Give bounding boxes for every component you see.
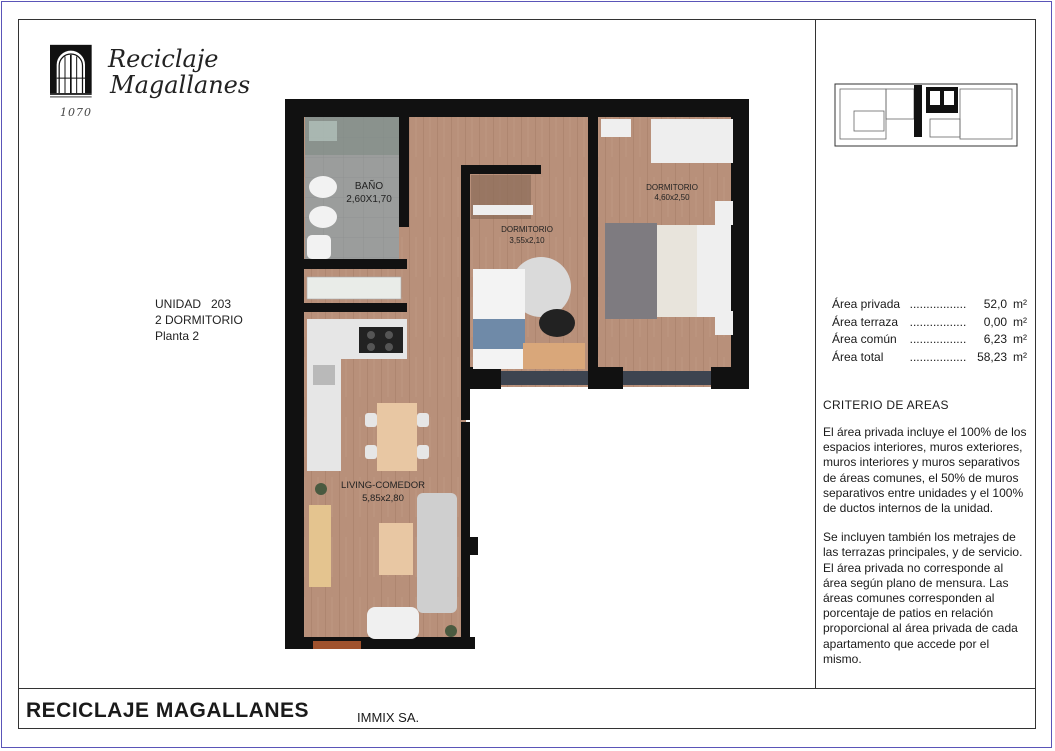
project-title: RECICLAJE MAGALLANES xyxy=(26,699,310,722)
column-divider xyxy=(815,19,816,688)
gate-emblem-icon xyxy=(50,42,100,106)
criteria-text xyxy=(823,425,1029,681)
light-well xyxy=(307,277,401,299)
window-bed1 xyxy=(501,371,588,385)
entry-door xyxy=(313,641,361,649)
sofa xyxy=(417,493,457,613)
armchair xyxy=(367,607,419,639)
cooktop-icon xyxy=(359,327,403,353)
bed2-label: DORMITORIO xyxy=(646,183,698,192)
wardrobe-bed2 xyxy=(651,119,733,163)
footer-divider xyxy=(18,688,1036,689)
area-table xyxy=(832,296,1027,366)
logo-wordmark: Reciclaje Magallanes xyxy=(108,45,251,99)
desk xyxy=(523,343,585,369)
unit-info xyxy=(155,296,243,344)
floor-plan xyxy=(283,97,753,657)
unit-number: UNIDAD 203 xyxy=(155,297,232,311)
toilet-icon xyxy=(309,176,337,198)
area-row: Área terraza ................. 0,00 m² xyxy=(832,314,1027,329)
unit-highlight xyxy=(914,85,922,137)
dining-table xyxy=(377,403,417,471)
area-row: Área privada ................. 52,0 m² xyxy=(832,297,1027,311)
plant-icon xyxy=(445,625,457,637)
criteria-paragraph: Se incluyen también los metrajes de las terrazas principales, y de servicio. El área privada no corresponde al área según plano de mensura. Las áreas comunes corresponden al porcentaje de patios en relación proporcional al área privada de cada apartamento que accede por el mismo. xyxy=(823,530,1023,666)
bed1-dimensions: 3,55x2,10 xyxy=(509,236,545,245)
criteria-paragraph: El área privada incluye el 100% de los espacios interiores, muros exteriores, muros interiores y muros separativos de áreas comunes, el 50% de muros separativos entre unidades y el 100% de ductos internos de la unidad. xyxy=(823,425,1027,516)
plant-icon xyxy=(315,483,327,495)
desk-chair xyxy=(539,309,575,337)
bed1-label: DORMITORIO xyxy=(501,225,553,234)
bedspread xyxy=(605,223,657,319)
bath-label: BAÑO xyxy=(354,181,384,192)
area-row: Área total ................. 58,23 m² xyxy=(832,349,1027,364)
window-bed2 xyxy=(623,371,711,385)
living-dimensions: 5,85x2,80 xyxy=(362,493,404,504)
unit-floor: Planta 2 xyxy=(155,329,200,343)
unit-type: 2 DORMITORIO xyxy=(155,313,243,327)
logo-year: 1070 xyxy=(60,106,92,119)
tv-console xyxy=(309,505,331,587)
area-row: Área común ................. 6,23 m² xyxy=(832,332,1027,346)
bidet-icon xyxy=(309,206,337,228)
key-plan xyxy=(834,83,1020,149)
bed2-dimensions: 4,60x2,50 xyxy=(654,193,690,202)
sink-icon xyxy=(307,235,331,259)
criteria-title: CRITERIO DE AREAS xyxy=(823,398,949,412)
bath-dimensions: 2,60X1,70 xyxy=(346,194,392,205)
living-label: LIVING-COMEDOR xyxy=(341,480,425,491)
company-name: IMMIX SA. xyxy=(357,710,420,725)
kitchen-sink-icon xyxy=(313,365,335,385)
coffee-table xyxy=(379,523,413,575)
